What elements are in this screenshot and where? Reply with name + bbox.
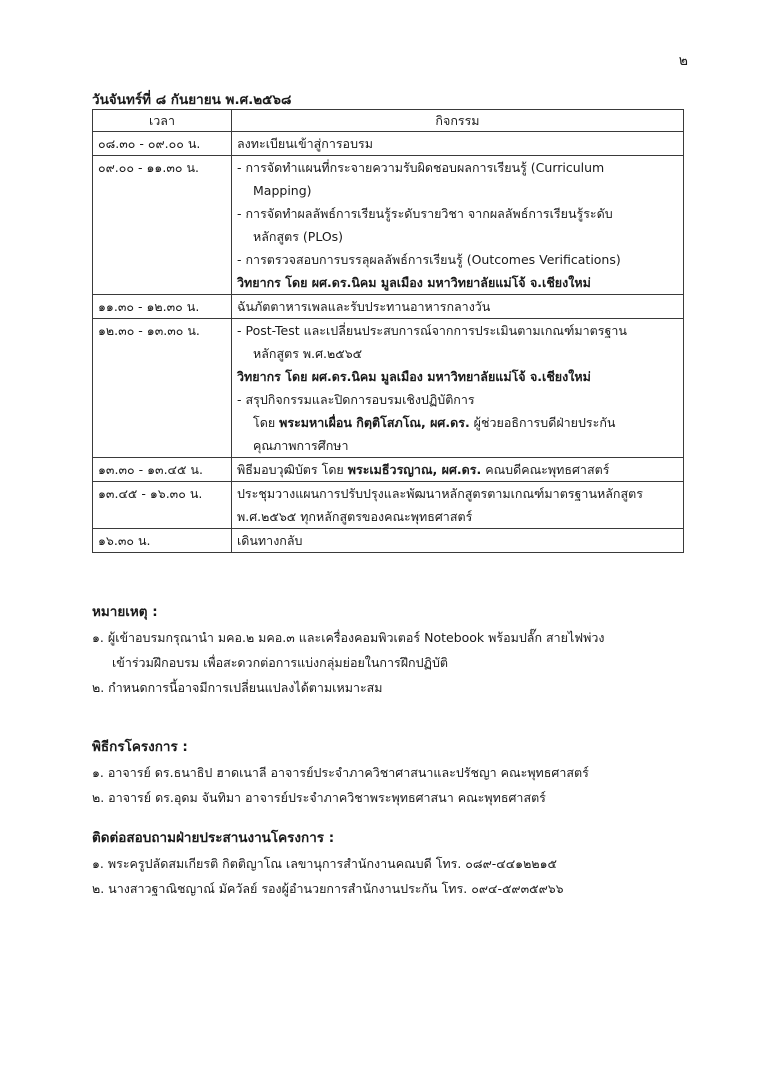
contacts-title: ติดต่อสอบถามฝ่ายประสานงานโครงการ : [92,830,335,846]
activity-cell [232,482,684,529]
table-row [93,156,684,295]
activity-bold-name: พระเมธีวรญาณ, ผศ.ดร. [347,462,482,477]
activity-text: - Post-Test และเปลี่ยนประสบการณ์จากการประเมินตามเกณฑ์มาตรฐาน [237,323,627,338]
activity-text-after: ผู้ช่วยอธิการบดีฝ่ายประกัน [469,415,616,430]
activity-text: - การจัดทำผลลัพธ์การเรียนรู้ระดับรายวิชา จากผลลัพธ์การเรียนรู้ระดับ [237,206,613,221]
notes-section [92,600,692,700]
contacts-item: ๒. นางสาวฐาณิชญาณ์ มัควัลย์ รองผู้อำนวยการสำนักงานประกัน โทร. ๐๙๔-๕๙๓๕๙๖๖ [92,881,564,896]
activity-text: คุณภาพการศึกษา [253,438,349,453]
notes-title: หมายเหตุ : [92,604,158,620]
activity-text: ลงทะเบียนเข้าสู่การอบรม [237,136,373,151]
table-row [93,295,684,319]
header-time: เวลา [93,110,232,132]
activity-text: วิทยากร โดย ผศ.ดร.นิคม มูลเมือง มหาวิทยาลัยแม่โจ้ จ.เชียงใหม่ [237,275,591,290]
table-row [93,482,684,529]
activity-text: ประชุมวางแผนการปรับปรุงและพัฒนาหลักสูตรตามเกณฑ์มาตรฐานหลักสูตร [237,486,643,501]
time-cell: ๑๒.๓๐ - ๑๓.๓๐ น. [93,319,232,458]
activity-bold-name: พระมหาเผื่อน กิตฺติโสภโณ, ผศ.ดร. [279,415,470,430]
activity-line [237,271,678,294]
activity-text: - การจัดทำแผนที่กระจายความรับผิดชอบผลการเรียนรู้ (Curriculum [237,160,605,175]
activity-line [237,388,678,411]
activity-line [237,202,678,225]
time-cell: ๐๘.๓๐ - ๐๙.๐๐ น. [93,132,232,156]
activity-line [237,411,678,434]
activity-text: เดินทางกลับ [237,533,303,548]
activity-line [237,179,678,202]
activity-cell [232,295,684,319]
activity-line [237,529,678,552]
activity-cell [232,319,684,458]
activity-line [237,365,678,388]
table-row [93,132,684,156]
activity-text: วิทยากร โดย ผศ.ดร.นิคม มูลเมือง มหาวิทยาลัยแม่โจ้ จ.เชียงใหม่ [237,369,591,384]
notes-item: ๒. กำหนดการนี้อาจมีการเปลี่ยนแปลงได้ตามเหมาะสม [92,680,383,695]
contacts-section [92,826,692,901]
table-row [93,319,684,458]
contacts-item: ๑. พระครูปลัดสมเกียรติ กิตติญาโณ เลขานุการสำนักงานคณบดี โทร. ๐๘๙-๔๔๑๒๒๑๕ [92,856,557,871]
time-cell: ๑๓.๔๕ - ๑๖.๓๐ น. [93,482,232,529]
table-row [93,529,684,553]
notes-item: ๑. ผู้เข้าอบรมกรุณานำ มคอ.๒ มคอ.๓ และเครื่องคอมพิวเตอร์ Notebook พร้อมปลั๊ก สายไฟพ่วง [92,630,605,645]
table-header-row [93,110,684,132]
time-cell: ๐๙.๐๐ - ๑๑.๓๐ น. [93,156,232,295]
activity-line [237,505,678,528]
page-number: ๒ [678,53,688,69]
activity-line [237,482,678,505]
activity-line [237,156,678,179]
date-heading: วันจันทร์ที่ ๘ กันยายน พ.ศ.๒๕๖๘ [92,92,292,108]
activity-cell [232,156,684,295]
activity-cell [232,132,684,156]
activity-line [237,295,678,318]
activity-line [237,458,678,481]
hosts-item: ๑. อาจารย์ ดร.ธนาธิป ฮาดเนาลี อาจารย์ประจำภาควิชาศาสนาและปรัชญา คณะพุทธศาสตร์ [92,765,589,780]
time-cell: ๑๓.๓๐ - ๑๓.๔๕ น. [93,458,232,482]
activity-text-after: คณบดีคณะพุทธศาสตร์ [481,462,610,477]
activity-text: หลักสูตร (PLOs) [253,229,344,244]
hosts-title: พิธีกรโครงการ : [92,739,188,755]
time-cell: ๑๑.๓๐ - ๑๒.๓๐ น. [93,295,232,319]
activity-text: พ.ศ.๒๕๖๕ ทุกหลักสูตรของคณะพุทธศาสตร์ [237,509,473,524]
activity-line [237,248,678,271]
activity-text: ฉันภัตตาหารเพลและรับประทานอาหารกลางวัน [237,299,491,314]
activity-cell [232,529,684,553]
activity-cell [232,458,684,482]
activity-text: โดย [253,415,280,430]
notes-item-continuation: เข้าร่วมฝึกอบรม เพื่อสะดวกต่อการแบ่งกลุ่มย่อยในการฝึกปฏิบัติ [112,655,449,670]
activity-text: พิธีมอบวุฒิบัตร โดย [237,462,348,477]
hosts-section [92,735,692,810]
activity-text: หลักสูตร พ.ศ.๒๕๖๕ [253,346,363,361]
activity-line [237,434,678,457]
activity-text: - สรุปกิจกรรมและปิดการอบรมเชิงปฏิบัติการ [237,392,475,407]
hosts-item: ๒. อาจารย์ ดร.อุดม จันทิมา อาจารย์ประจำภาควิชาพระพุทธศาสนา คณะพุทธศาสตร์ [92,790,546,805]
activity-text: Mapping) [253,183,312,198]
header-activity: กิจกรรม [232,110,684,132]
table-row [93,458,684,482]
activity-line [237,319,678,342]
activity-line [237,225,678,248]
activity-line [237,132,678,155]
time-cell: ๑๖.๓๐ น. [93,529,232,553]
schedule-table [92,109,684,553]
activity-text: - การตรวจสอบการบรรลุผลลัพธ์การเรียนรู้ (Outcomes Verifications) [237,252,621,267]
activity-line [237,342,678,365]
